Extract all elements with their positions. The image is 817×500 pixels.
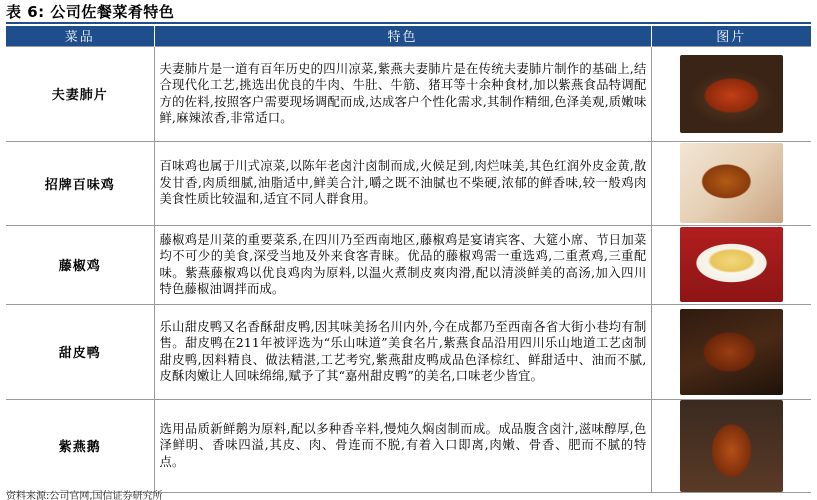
table-row bbox=[6, 399, 811, 492]
header-image: 图片 bbox=[651, 26, 811, 46]
dish-name: 甜皮鸭 bbox=[6, 304, 154, 399]
header-feature: 特色 bbox=[154, 26, 651, 46]
source-note: 资料来源:公司官网,国信证券研究所 bbox=[6, 491, 163, 500]
dish-name: 招牌百味鸡 bbox=[6, 141, 154, 225]
dish-photo-cell bbox=[651, 46, 811, 141]
dish-description: 藤椒鸡是川菜的重要菜系,在四川乃至西南地区,藤椒鸡是宴请宾客、大筵小席、节日加菜均不可少的美食,深受当地及外来食客青睐。优品的藤椒鸡需一重选鸡,二重煮鸡,三重配味。紫燕藤椒鸡以优良鸡肉为原料,以温火煮制皮爽肉滑,配以清淡鲜美的高汤,加入四川特色藤椒油调拌而成。 bbox=[154, 225, 651, 304]
table-title: 表 6: 公司佐餐菜肴特色 bbox=[6, 2, 811, 24]
fuqi-feipian-photo bbox=[680, 55, 783, 133]
tengjiao-ji-photo bbox=[680, 227, 783, 302]
dish-description: 百味鸡也属于川式凉菜,以陈年老卤汁卤制而成,火候足到,肉烂味美,其色红润外皮金黄,散发甘香,肉质细腻,油脂适中,鲜美合汁,嚼之既不油腻也不柴硬,浓郁的鲜香味,较一般鸡肉美食性质比较温和,适宜不同人群食用。 bbox=[154, 141, 651, 225]
dish-photo-cell bbox=[651, 141, 811, 225]
baiwei-ji-photo bbox=[680, 143, 783, 223]
table-row bbox=[6, 304, 811, 399]
dish-photo-cell bbox=[651, 304, 811, 399]
dish-description: 选用品质新鲜鹅为原料,配以多种香辛料,慢炖久焖卤制而成。成品腹含卤汁,滋味醇厚,色泽鲜明、香味四溢,其皮、肉、骨连而不脱,有着入口即离,肉嫩、骨香、肥而不腻的特点。 bbox=[154, 399, 651, 492]
dish-description: 乐山甜皮鸭又名香酥甜皮鸭,因其味美扬名川内外,今在成都乃至西南各省大街小巷均有制售。甜皮鸭在211年被评选为“乐山味道”美食名片,紫燕食品沿用四川乐山地道工艺卤制甜皮鸭,因料精良、做法精湛,工艺考究,紫燕甜皮鸭成品色泽棕红、鲜甜适中、油而不腻,皮酥肉嫩让人回味绵绵,赋予了其“嘉州甜皮鸭”的美名,口味老少皆宜。 bbox=[154, 304, 651, 399]
table-header-row bbox=[6, 26, 811, 46]
tianpi-ya-photo bbox=[680, 309, 783, 395]
dish-table bbox=[6, 26, 811, 493]
table-row bbox=[6, 141, 811, 225]
dish-name: 藤椒鸡 bbox=[6, 225, 154, 304]
dish-photo-cell bbox=[651, 399, 811, 492]
dish-photo-cell bbox=[651, 225, 811, 304]
ziyan-e-photo bbox=[680, 400, 783, 492]
table-row bbox=[6, 46, 811, 141]
dish-name: 夫妻肺片 bbox=[6, 46, 154, 141]
dish-name: 紫燕鹅 bbox=[6, 399, 154, 492]
header-dish: 菜品 bbox=[6, 26, 154, 46]
dish-description: 夫妻肺片是一道有百年历史的四川凉菜,紫燕夫妻肺片是在传统夫妻肺片制作的基础上,结合现代化工艺,挑选出优良的牛肉、牛肚、牛筋、猪耳等十余种食材,加以紫燕食品特调配方的佐料,按照客户需要现场调配而成,达成客户个性化需求,其制作精细,色泽美观,质嫩味鲜,麻辣浓香,非常适口。 bbox=[154, 46, 651, 141]
table-row bbox=[6, 225, 811, 304]
